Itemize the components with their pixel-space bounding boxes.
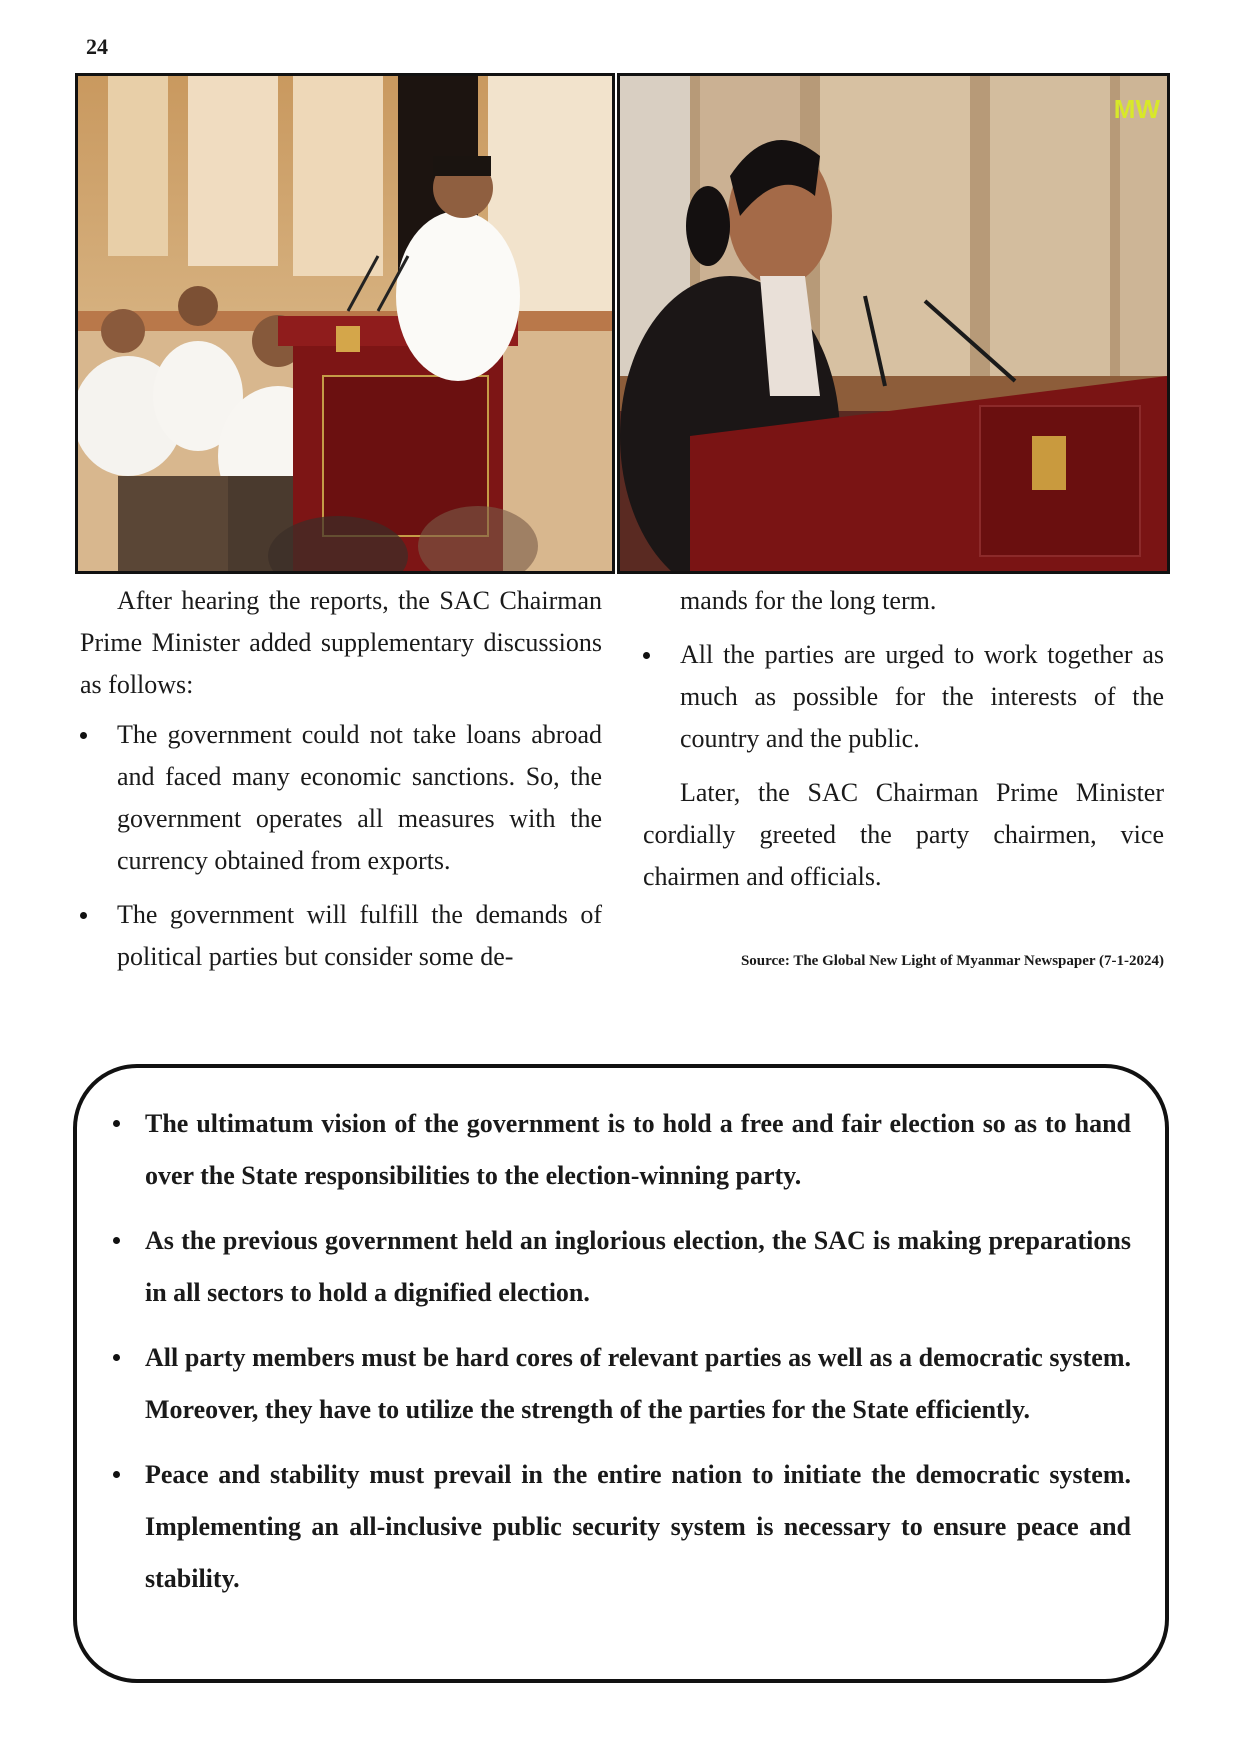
bullet-text: The government could not take loans abroad and faced many economic sanctions. So, the government operates all measures with the currency obtained from exports. (117, 720, 602, 875)
highlight-text: All party members must be hard cores of relevant parties as well as a democratic system. Moreover, they have to utilize the strength of the parties for the State efficiently. (145, 1343, 1131, 1424)
continued-text: mands for the long term. (680, 586, 937, 615)
bullet-icon (113, 1471, 120, 1478)
article-column-left (80, 580, 602, 990)
bullet-icon (643, 652, 650, 659)
list-item (80, 894, 602, 978)
photo-right (617, 73, 1170, 574)
highlight-list (111, 1098, 1131, 1605)
bullet-icon (113, 1120, 120, 1127)
bullet-list-right (643, 634, 1164, 760)
watermark-label: MW (1113, 94, 1160, 124)
closing-paragraph: Later, the SAC Chairman Prime Minister cordially greeted the party chairmen, vice chairmen and officials. (643, 778, 1164, 891)
page-number: 24 (86, 34, 108, 59)
highlight-text: The ultimatum vision of the government is to hold a free and fair election so as to hand over the State responsibilities to the election-winning party. (145, 1109, 1131, 1190)
highlight-item (111, 1098, 1131, 1202)
highlight-item (111, 1332, 1131, 1436)
bullet-icon (80, 732, 87, 739)
photo-right-image (620, 76, 1167, 571)
source-citation: Source: The Global New Light of Myanmar Newspaper (7-1-2024) (740, 953, 1164, 969)
bullet-icon (113, 1237, 120, 1244)
photo-left-image (78, 76, 612, 571)
highlight-text: Peace and stability must prevail in the entire nation to initiate the democratic system. Implementing an all-inclusive public security system is necessary to ensure peace and stability. (145, 1460, 1131, 1593)
highlight-item (111, 1215, 1131, 1319)
bullet-list-left (80, 714, 602, 978)
bullet-icon (113, 1354, 120, 1361)
article-column-right (643, 580, 1164, 898)
intro-paragraph: After hearing the reports, the SAC Chairman Prime Minister added supplementary discussions as follows: (80, 586, 602, 699)
list-item (643, 634, 1164, 760)
photo-left (75, 73, 615, 574)
highlight-box (73, 1064, 1169, 1683)
bullet-icon (80, 912, 87, 919)
bullet-text: All the parties are urged to work together as much as possible for the interests of the country and the public. (680, 640, 1164, 753)
bullet-text: The government will fulfill the demands of political parties but consider some de- (117, 900, 602, 971)
highlight-item (111, 1449, 1131, 1605)
highlight-text: As the previous government held an inglorious election, the SAC is making preparations in all sectors to hold a dignified election. (145, 1226, 1131, 1307)
list-item (80, 714, 602, 882)
